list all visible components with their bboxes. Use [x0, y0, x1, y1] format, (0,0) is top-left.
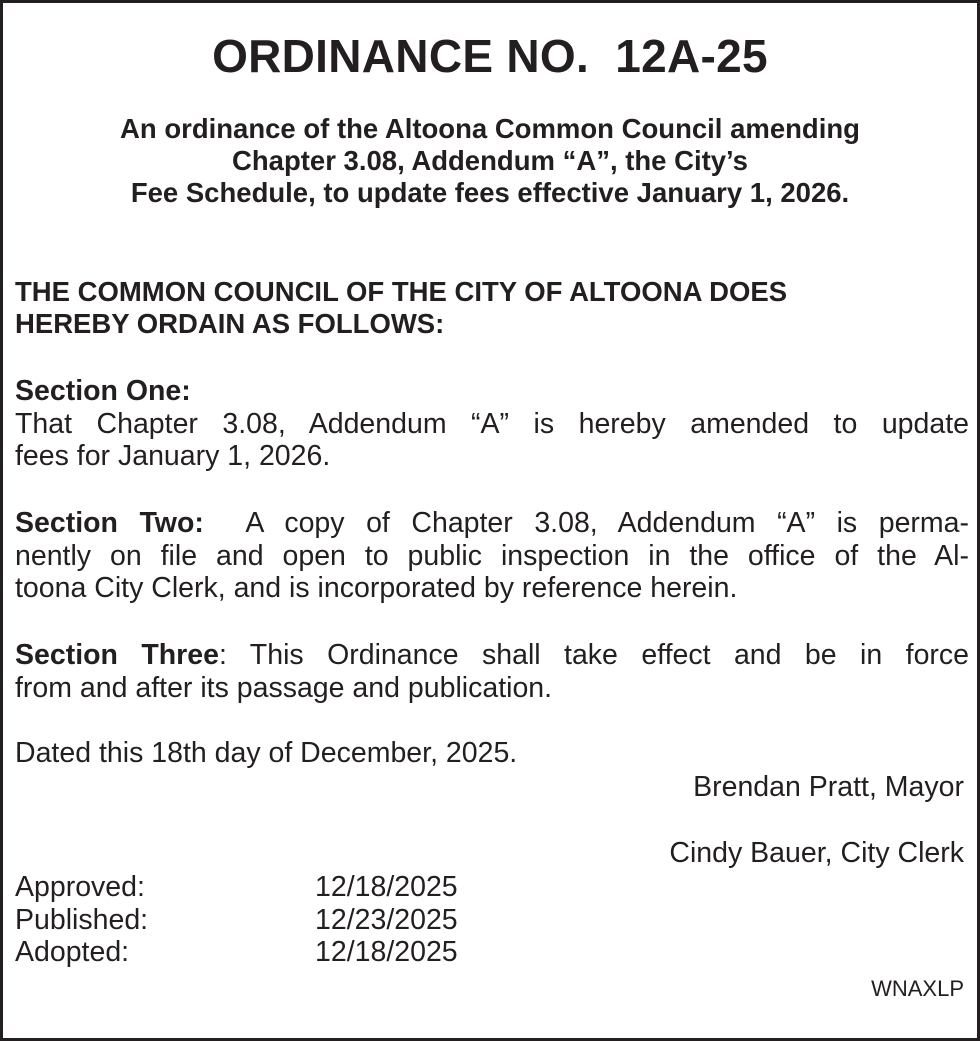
section-three-first-line: [15, 639, 969, 672]
date-value: 12/18/2025: [315, 936, 458, 968]
date-row-adopted: [15, 936, 458, 969]
section-two-text: A copy of Chapter 3.08, Addendum “A” is perma-: [203, 507, 969, 539]
ordain-statement: [15, 276, 965, 340]
summary-line: Chapter 3.08, Addendum “A”, the City’s: [232, 145, 748, 176]
dates-block: [15, 871, 458, 969]
section-two-line: nently on file and open to public inspection in the office of the Al-: [15, 539, 969, 572]
dated-line: Dated this 18th day of December, 2025.: [15, 737, 518, 769]
section-three: [15, 639, 969, 704]
ordinance-summary: [23, 113, 957, 209]
date-value: 12/23/2025: [315, 903, 458, 936]
summary-line: Fee Schedule, to update fees effective January 1, 2026.: [130, 177, 850, 208]
date-label: Published:: [15, 903, 149, 936]
date-row-published: [15, 904, 458, 937]
section-two-first-line: [15, 507, 969, 540]
ordinance-title: ORDINANCE NO. 12A-25: [212, 30, 768, 82]
section-two-line: toona City Clerk, and is incorporated by reference herein.: [15, 572, 738, 604]
mayor-signature: Brendan Pratt, Mayor: [693, 771, 964, 803]
section-one-line: fees for January 1, 2026.: [15, 440, 331, 472]
section-one-line: That Chapter 3.08, Addendum “A” is hereby amended to update: [15, 407, 969, 440]
section-three-heading: Section Three: [15, 639, 219, 671]
clerk-signature: Cindy Bauer, City Clerk: [669, 837, 964, 869]
section-one: [15, 375, 969, 473]
summary-line: An ordinance of the Altoona Common Council amending: [120, 113, 860, 144]
publication-code: WNAXLP: [871, 976, 964, 1001]
section-two: [15, 507, 969, 605]
section-one-heading: Section One:: [15, 375, 191, 407]
date-label: Approved:: [15, 871, 145, 903]
date-value: 12/18/2025: [315, 871, 458, 903]
section-three-line: from and after its passage and publication.: [15, 671, 553, 704]
date-label: Adopted:: [15, 936, 130, 968]
section-three-text: : This Ordinance shall take effect and be in force: [218, 639, 970, 671]
ordain-line: THE COMMON COUNCIL OF THE CITY OF ALTOONA DOES: [15, 276, 788, 307]
ordain-line: HEREBY ORDAIN AS FOLLOWS:: [15, 308, 445, 339]
section-two-heading: Section Two:: [15, 507, 204, 539]
date-row-approved: [15, 871, 458, 904]
